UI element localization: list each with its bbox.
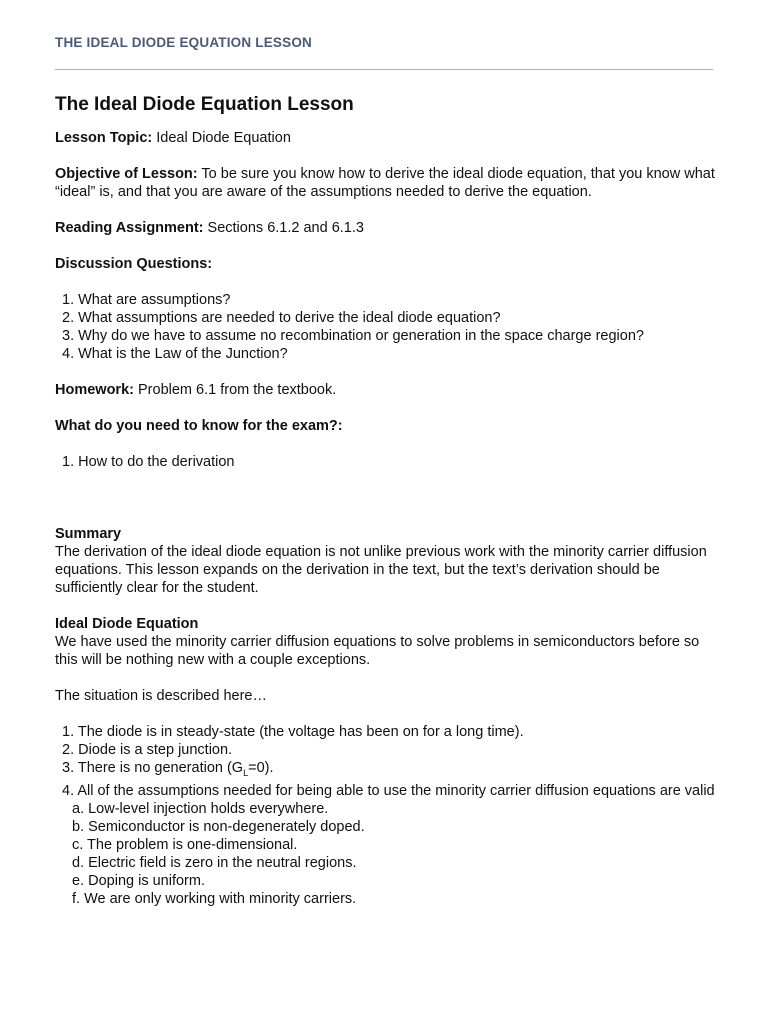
- discussion-list: [55, 291, 715, 363]
- reading-value: Sections 6.1.2 and 6.1.3: [207, 220, 364, 236]
- header-rule: [55, 69, 713, 70]
- ide-heading: Ideal Diode Equation: [55, 616, 199, 632]
- summary-heading: Summary: [55, 526, 122, 542]
- sub-list-item: c. The problem is one-dimensional.: [72, 836, 298, 853]
- homework-label: Homework:: [55, 382, 134, 398]
- list-item: [55, 759, 715, 782]
- item3-prefix: 3. There is no generation (G: [62, 760, 244, 776]
- page-title: The Ideal Diode Equation Lesson: [55, 94, 354, 115]
- list-item: 3. Why do we have to assume no recombination or generation in the space charge region?: [62, 328, 644, 344]
- reading-label: Reading Assignment:: [55, 220, 204, 236]
- sub-list-item: b. Semiconductor is non-degenerately doped.: [72, 818, 365, 835]
- exam-list: [55, 453, 715, 471]
- discussion-heading: [55, 255, 715, 273]
- reading-assignment: [55, 219, 715, 237]
- situation-list: [55, 723, 715, 908]
- spacer: [55, 489, 715, 525]
- sub-list-item: f. We are only working with minority carriers.: [72, 890, 357, 907]
- list-item: 1. How to do the derivation: [62, 454, 235, 470]
- exam-label: What do you need to know for the exam?:: [55, 418, 343, 434]
- item3-subscript: L: [243, 767, 249, 778]
- document-body: [55, 93, 715, 908]
- lesson-topic: [55, 129, 715, 147]
- sub-list-item: a. Low-level injection holds everywhere.: [72, 800, 329, 817]
- list-item: 2. What assumptions are needed to derive the ideal diode equation?: [62, 310, 501, 326]
- sub-list-item: d. Electric field is zero in the neutral regions.: [72, 854, 357, 871]
- ide-text: We have used the minority carrier diffusion equations to solve problems in semiconductors before so this will be nothing new with a couple exceptions.: [55, 634, 700, 668]
- list-item: 1. The diode is in steady-state (the voltage has been on for a long time).: [62, 724, 524, 740]
- item3-suffix: =0).: [248, 760, 274, 776]
- sub-list-item: e. Doping is uniform.: [72, 872, 205, 889]
- homework: [55, 381, 715, 399]
- list-item: 2. Diode is a step junction.: [62, 742, 233, 758]
- homework-value: Problem 6.1 from the textbook.: [138, 382, 337, 398]
- exam-heading: [55, 417, 715, 435]
- lesson-topic-value: Ideal Diode Equation: [156, 130, 291, 146]
- summary-text: The derivation of the ideal diode equation is not unlike previous work with the minority carrier diffusion equations. This lesson expands on the derivation in the text, but the text’s derivation should be sufficiently clear for the student.: [55, 544, 707, 596]
- running-header: THE IDEAL DIODE EQUATION LESSON: [55, 35, 312, 50]
- objective: [55, 165, 715, 201]
- list-item: 4. What is the Law of the Junction?: [62, 346, 288, 362]
- objective-label: Objective of Lesson:: [55, 166, 198, 182]
- list-item: 4. All of the assumptions needed for being able to use the minority carrier diffusion equations are valid: [62, 782, 715, 799]
- situation-text: The situation is described here…: [55, 688, 267, 704]
- objective-value: To be sure you know how to derive the ideal diode equation, that you know what “ideal” is, and that you are aware of the assumptions needed to derive the equation.: [55, 166, 715, 200]
- list-item: 1. What are assumptions?: [62, 292, 231, 308]
- lesson-topic-label: Lesson Topic:: [55, 130, 153, 146]
- discussion-label: Discussion Questions:: [55, 256, 213, 272]
